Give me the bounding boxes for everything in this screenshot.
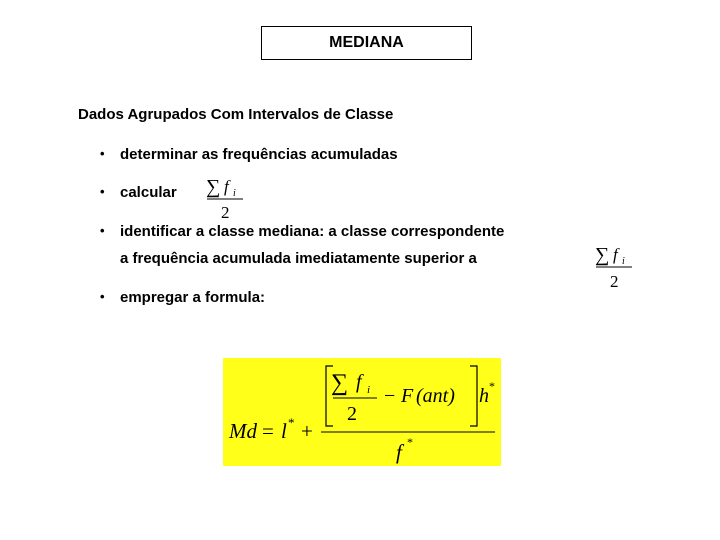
formula-equals: = [262, 419, 274, 443]
formula-l-star: * [288, 415, 295, 430]
formula-md: Md [229, 419, 257, 443]
bullet-item-4 [100, 289, 265, 306]
bullet-item-3 [100, 223, 504, 240]
formula-two: 2 [347, 403, 357, 425]
fraction-numerator: f [613, 245, 618, 264]
fraction-numerator: f [224, 177, 229, 196]
formula-h-star: * [489, 379, 495, 393]
bullet-text: empregar a formula: [120, 289, 266, 306]
formula-fi-sub: i [367, 384, 371, 396]
section-subtitle: Dados Agrupados Com Intervalos de Classe [78, 106, 394, 123]
fraction-subscript: i [622, 256, 625, 267]
formula-plus: + [301, 419, 313, 443]
bullet-dot: • [100, 146, 105, 161]
bullet-text: calcular [120, 184, 177, 201]
fraction-denominator: 2 [221, 203, 230, 222]
formula-f: f [396, 440, 402, 464]
sum-symbol: ∑ [206, 176, 221, 198]
bullet-text: identificar a classe mediana: a classe correspondente [120, 223, 505, 240]
formula-h: h [479, 385, 489, 407]
bullet-continuation: a frequência acumulada imediatamente superior a [120, 250, 477, 267]
sum-symbol: ∑ [595, 244, 610, 266]
bullet-dot: • [100, 289, 105, 304]
sum-fraction [204, 174, 246, 224]
fraction-subscript: i [233, 188, 236, 199]
formula-f-star: * [407, 435, 413, 449]
fraction-denominator: 2 [610, 272, 619, 291]
formula-ant: (ant) [416, 385, 455, 407]
sum-fraction-2 [593, 242, 635, 292]
bullet-dot: • [100, 184, 105, 199]
right-bracket [470, 366, 477, 426]
formula-l: l [281, 419, 287, 443]
bullet-text: determinar as frequências acumuladas [120, 146, 398, 163]
formula-fi: f [356, 371, 362, 393]
title-text: MEDIANA [329, 34, 404, 51]
formula-minus: − [384, 385, 396, 407]
bullet-dot: • [100, 223, 105, 238]
formula-sum: ∑ [331, 370, 349, 396]
bullet-item-2 [100, 184, 177, 201]
page-title [261, 26, 472, 60]
formula-F: F [401, 385, 414, 407]
median-formula [223, 358, 501, 466]
bullet-item-1 [100, 146, 398, 163]
